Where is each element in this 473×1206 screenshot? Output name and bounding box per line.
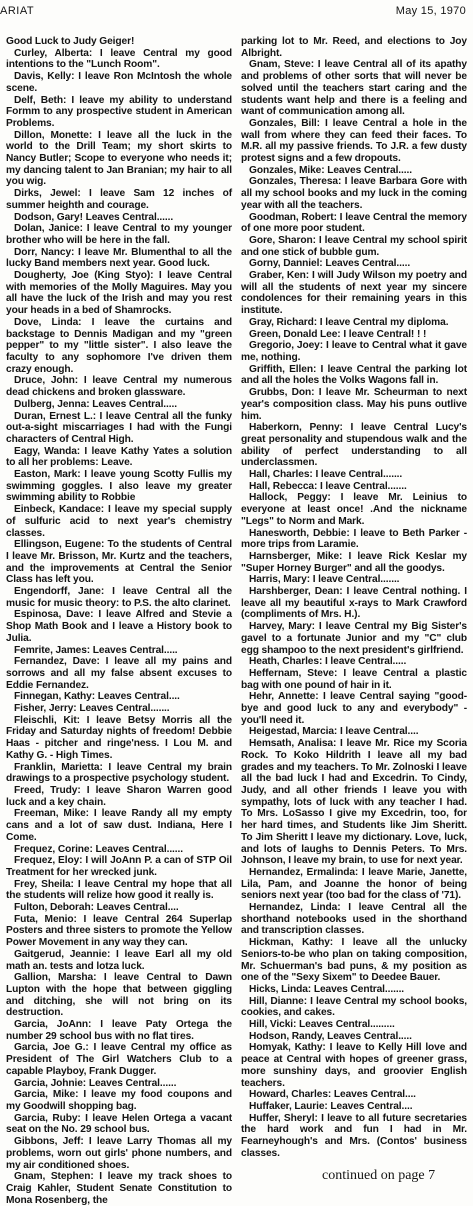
will-entry: Finnegan, Kathy: Leaves Central....: [14, 691, 180, 703]
will-entry: Futa, Menio: I leave Central 264 Superlap Posters and three sisters to promote the Yellow Power Movement in any way they can.: [6, 913, 232, 949]
will-entry: Hemsath, Analisa: I leave Mr. Rice my Scoria Rock. To Koko Hildrith I leave all my bad grades and my teachers. To Mr. Zolnoski I leave all the bad luck I had and Excedrin. To Cindy, Judy, and all other friends I leave you with sympathy, lots of luck with any teacher I had. To Mrs. LoSasso I give my Excedrin, too, for her hard times, and Students like Jim Sheritt. To Jim Sheritt I leave my dictionary. Love, luck, and lots of laughs to Dennis Peters. To Mrs. Johnson, I leave my brain, to use for next year.: [241, 738, 467, 867]
will-entry: Green, Donald Lee: I leave Central! ! !: [249, 328, 427, 340]
will-entry: Fulton, Deborah: Leaves Central....: [14, 902, 179, 914]
will-entry: Dillon, Monette: I leave all the luck in the world to the Drill Team; my short skirts to Nancy Butler; Scope to everyone who needs it; my dancing talent to Jan Branian; my hair to all you wig.: [6, 129, 232, 188]
will-entry: Garcia, Joe G.: I leave Central my office as President of The Girl Watchers Club to a capable Playboy, Frank Dugger.: [6, 1042, 232, 1077]
issue-date: May 15, 1970: [395, 5, 466, 17]
will-entry: Hodson, Randy, Leaves Central.....: [249, 1030, 412, 1042]
will-entry: Hill, Vicki: Leaves Central.........: [249, 1019, 395, 1031]
will-entry: Huffaker, Laurie: Leaves Central....: [249, 1100, 413, 1112]
publication-name: ARIAT: [0, 5, 35, 17]
will-entry: Dolan, Janice: I leave Central to my younger brother who will be here in the fall.: [6, 223, 232, 246]
will-entry: Freed, Trudy: I leave Sharon Warren good luck and a key chain.: [6, 785, 232, 808]
will-entry: Hall, Rebecca: I leave Central.......: [249, 480, 407, 492]
will-entry: Druce, John: I leave Central my numerous dead chickens and broken glassware.: [6, 375, 232, 399]
will-entry: Gallion, Marsha: I leave Central to Dawn Lupton with the hope that between giggling and ditching, she will not bring on its destruction.: [6, 972, 232, 1019]
will-entry: Freeman, Mike: I leave Randy all my empty cans and a lot of saw dust. Indiana, Here I Come.: [6, 808, 232, 843]
will-entry: Gnam, Steve: I leave Central all of its apathy and problems of other sorts that will never be solved until the teachers start caring and the students want help and there is a feeling and want of communication among all.: [241, 59, 467, 118]
will-entry: Hanesworth, Debbie: I leave to Beth Parker - more trips from Laramie.: [241, 527, 467, 551]
will-entry: Dirks, Jewel: I leave Sam 12 inches of summer heighth and courage.: [6, 188, 232, 211]
will-entry: Gonzales, Bill: I leave Central a hole in the wall from where they can feed their faces. To M.R. all my passive friends. To J.R. a few dusty protest signs and a few dropouts.: [241, 117, 467, 165]
will-entry: Hallock, Peggy: I leave Mr. Leinius to everyone at least once! .And the nickname "Legs" to Norm and Mark.: [241, 492, 467, 527]
will-entry: Gregorio, Joey: I leave to Central what it gave me, nothing.: [241, 340, 467, 363]
will-entry: Frey, Sheila: I leave Central my hope that all the students will relize how good it really is.: [6, 878, 232, 902]
will-entry: Goodman, Robert: I leave Central the memory of one more poor student.: [241, 211, 467, 235]
will-entry: Duran, Ernest L.: I leave Central all the funky out-a-sight miscarriages I had with the Fungi characters of Central High.: [6, 410, 232, 445]
will-entry: Garcia, Johnie: Leaves Central......: [14, 1077, 177, 1089]
will-entry: Davis, Kelly: I leave Ron McIntosh the whole scene.: [6, 71, 232, 94]
will-entry: Dougherty, Joe (King Styo): I leave Central with memories of the Molly Maguires. May you all have the luck of the Irish and may you rest your heads in a bed of Shamrocks.: [6, 270, 232, 317]
continued-note: continued on page 7: [322, 1168, 436, 1183]
will-entry: Harnsberger, Mike: I leave Rick Keslar my "Super Horney Burger" and all the goodys.: [241, 550, 467, 574]
will-entry: Gore, Sharon: I leave Central my school spirit and one stick of bubble gum.: [241, 234, 467, 258]
will-entry: Grubbs, Don: I leave Mr. Scheurman to next year's composition class. May his puns outlive him.: [241, 387, 467, 422]
will-entry: Gibbons, Jeff: I leave Larry Thomas all my problems, worn out girls' phone numbers, and my air conditioned shoes.: [6, 1136, 232, 1171]
will-entry: Delf, Beth: I leave my ability to understand Formm to any prospective student in American Problems.: [6, 94, 232, 129]
will-entry: Dove, Linda: I leave the curtains and backstage to Dennis Madigan and my "green pepper" to my "little sister". I also leave the faculty to any sophomore I've driven them crazy enough.: [6, 316, 232, 375]
will-entry: Harris, Mary: I leave Central.......: [249, 574, 400, 586]
will-entry: Engendorff, Jane: I leave Central all the music for music theory: to P.S. the alto clarinet.: [6, 586, 232, 609]
will-entry: Haberkorn, Penny: I leave Central Lucy's great personality and stupendous walk and the ability of perfect understanding to all underclassmen.: [241, 422, 467, 469]
will-entry: Hehr, Annette: I leave Central saying "good-bye and good luck to any and everybody" - you'll need it.: [241, 691, 467, 726]
will-entry: Hill, Dianne: I leave Central my school books, cookies, and cakes.: [241, 995, 467, 1019]
will-entry: Fleischli, Kit: I leave Betsy Morris all the Friday and Saturday nights of freedom! Debbie Haas - pitcher and ringe'ness. I Lou M. and Kathy G. - High Times.: [6, 714, 232, 761]
will-entry: Eagy, Wanda: I leave Kathy Yates a solution to all her problems: Leave.: [6, 445, 232, 469]
will-entry: Homyak, Kathy: I leave to Kelly Hill love and peace at Central with hopes of greener grass, more sunshiny days, and groovier English teachers.: [241, 1042, 467, 1089]
will-entry: Gorny, Danniel: Leaves Central.....: [249, 258, 411, 270]
will-entry: Heigestad, Marcia: I leave Central....: [249, 726, 419, 738]
will-entry: Hicks, Linda: Leaves Central.......: [249, 983, 405, 995]
will-entry: Frequez, Corine: Leaves Central......: [14, 843, 183, 855]
will-entry: Easton, Mark: I leave young Scotty Fullis my swimming goggles. I also leave my greater swimming ability to Robbie: [6, 469, 232, 504]
right-column: [241, 36, 467, 1160]
will-entry: Espinosa, Dave: I leave Alfred and Stevie a Shop Math Book and I leave a History book to Julia.: [6, 609, 232, 644]
will-entry: Gaitgerud, Jeannie: I leave Earl all my old math an. tests and lotza luck.: [6, 948, 232, 972]
will-entry: Gray, Richard: I leave Central my diploma.: [249, 316, 449, 328]
will-entry-continued: parking lot to Mr. Reed, and elections to Joy Albright.: [241, 36, 467, 59]
will-entry: Franklin, Marietta: I leave Central my brain drawings to a prospective psychology student.: [6, 761, 232, 785]
will-entry: Fisher, Jerry: Leaves Central.......: [14, 703, 170, 715]
left-column: [6, 36, 232, 1206]
will-entry: Garcia, JoAnn: I leave Paty Ortega the number 29 school bus with no flat tires.: [6, 1019, 232, 1042]
will-entry: Harshberger, Dean: I leave Central nothing. I leave all my beautiful x-rays to Mark Crawford (compliments of Mrs. H.).: [241, 586, 467, 621]
will-entry: Hernandez, Linda: I leave Central all the shorthand notebooks used in the shorthand and transcription classes.: [241, 902, 467, 937]
will-entry: Femrite, James: Leaves Central.....: [14, 644, 178, 656]
will-entry: Howard, Charles: Leaves Central....: [249, 1089, 416, 1101]
will-entry: Curley, Alberta: I leave Central my good intentions to the "Lunch Room".: [6, 47, 232, 71]
will-entry: Gonzales, Mike: Leaves Central.....: [249, 164, 412, 176]
will-entry: Dorr, Nancy: I leave Mr. Blumenthal to all the lucky Band members next year. Good luck.: [6, 246, 232, 270]
will-entry: Fernandez, Dave: I leave all my pains and sorrows and all my false absent excuses to Eddie Fernandez.: [6, 656, 232, 691]
will-entry: Graber, Ken: I will Judy Wilson my poetry and will all the students of next year my sincere condolences for their remaining years in this institute.: [241, 270, 467, 317]
will-entry: Gonzales, Theresa: I leave Barbara Gore with all my school books and my luck in the coming year with all the teachers.: [241, 176, 467, 211]
will-entry: Hall, Charles: I leave Central.......: [249, 469, 403, 481]
will-entry: Hickman, Kathy: I leave all the unlucky Seniors-to-be who plan on taking composition, Mr. Schuerman's bad puns, & my position as one of the "Sexy Sixem" to Deedee Bauer.: [241, 937, 467, 984]
will-entry: Heffernam, Steve: I leave Central a plastic bag with one pound of hair in it.: [241, 667, 467, 691]
will-entry-continued: Good Luck to Judy Geiger!: [6, 36, 135, 47]
will-entry: Ellingson, Eugene: To the students of Central I leave Mr. Brisson, Mr. Kurtz and the teachers, and the improvements at Central the Senior Class has left you.: [6, 539, 232, 586]
will-entry: Hernandez, Ermalinda: I leave Marie, Janette, Lila, Pam, and Joanne the honor of being seniors next year (too bad for the class of '71).: [241, 866, 467, 902]
will-entry: Garcia, Ruby: I leave Helen Ortega a vacant seat on the No. 29 school bus.: [6, 1112, 232, 1136]
will-entry: Griffith, Ellen: I leave Central the parking lot and all the holes the Volks Wagons fall in.: [241, 363, 467, 387]
will-entry: Heath, Charles: I leave Central.....: [249, 656, 407, 668]
will-entry: Garcia, Mike: I leave my food coupons and my Goodwill shopping bag.: [6, 1089, 232, 1112]
will-entry: Huffer, Sheryl: I leave to all future secretaries the hard work and fun I had in Mr. Fearneyhough's and Mrs. (Contos' business classes.: [241, 1112, 467, 1159]
will-entry: Dodson, Gary! Leaves Central......: [14, 211, 174, 223]
will-entry: Frequez, Eloy: I will JoAnn P. a can of STP Oil Treatment for her wrecked junk.: [6, 855, 232, 878]
will-entry: Gnam, Stephen: I leave my track shoes to Craig Kahler, Student Senate Constitution to Mona Rosenberg, the: [6, 1171, 232, 1206]
will-entry: Einbeck, Kandace: I leave my special supply of sulfuric acid to next year's chemistry classes.: [6, 504, 232, 539]
will-entry: Dulberg, Jenna: Leaves Central.....: [14, 398, 177, 410]
will-entry: Harvey, Mary: I leave Central my Big Sister's gavel to a fortunate Junior and my "C" club egg shampoo to the next president's girlfriend.: [241, 621, 467, 656]
